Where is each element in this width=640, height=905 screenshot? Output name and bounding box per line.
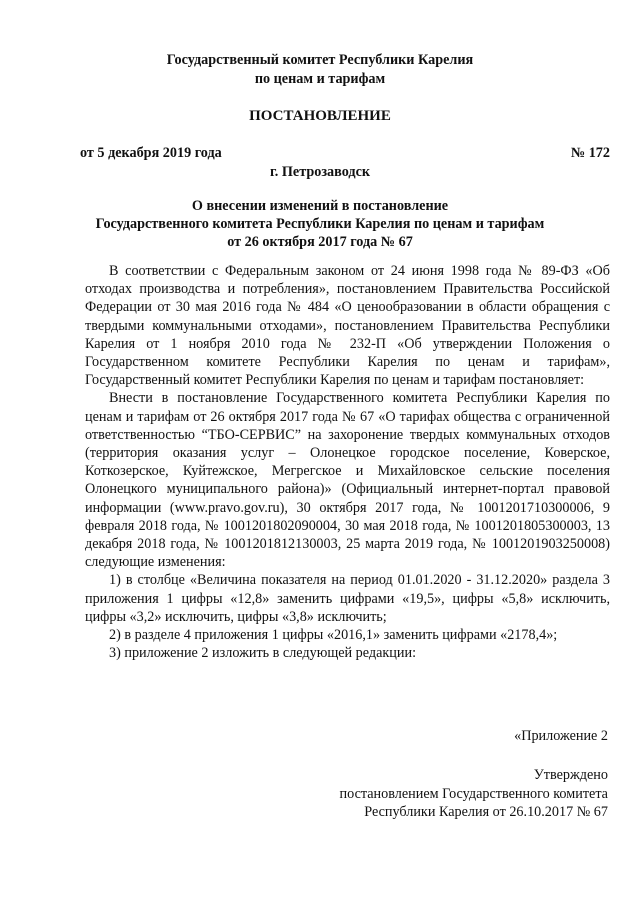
document-type: ПОСТАНОВЛЕНИЕ <box>249 108 391 124</box>
org-name-line2: по ценам и тарифам <box>254 71 386 87</box>
document-date: от 5 декабря 2019 года <box>80 145 222 161</box>
org-name-line1: Государственный комитет Республики Карелия <box>166 52 474 68</box>
approved-by-line2: Республики Карелия от 26.10.2017 № 67 <box>364 804 608 820</box>
change-item-2: 2) в разделе 4 приложения 1 цифры «2016,1» заменить цифрами «2178,4»; <box>109 627 558 644</box>
title-line3: от 26 октября 2017 года № 67 <box>227 234 413 250</box>
document-number: № 172 <box>570 145 610 161</box>
body-paragraph-2: Внести в постановление Государственного комитета Республики Карелия по ценам и тарифам от 26 октября 2017 года № 67 «О тарифах общества с ограниченной ответственностью “ТБО-СЕРВИС” на захоронение твердых коммунальных отходов (территория оказания услуг – Олонецкое городское поселение, Коверское, Коткозерское, Куйтежское, Мегрегское и Михайловское сельские поселения Олонецкого муниципального района)» (Официальный интернет-портал правовой информации (www.pravo.gov.ru), 30 октября 2017 года, № 1001201710300006, 9 февраля 2018 года, № 1001201802090004, 30 мая 2018 года, № 1001201805300003, 13 декабря 2018 года, № 1001201812130003, 25 марта 2019 года, № 1001201903250008) следующие изменения: <box>85 390 610 571</box>
change-item-1: 1) в столбце «Величина показателя на период 01.01.2020 - 31.12.2020» раздела 3 приложения 1 цифры «12,8» заменить цифрами «19,5», цифры «5,8» исключить, цифры «3,2» исключить, цифры «3,8» исключить; <box>85 572 610 625</box>
document-city: г. Петрозаводск <box>269 164 371 180</box>
title-line1: О внесении изменений в постановление <box>191 198 449 214</box>
title-line2: Государственного комитета Республики Карелия по ценам и тарифам <box>95 216 545 232</box>
document-body <box>85 262 610 662</box>
body-paragraph-1: В соответствии с Федеральным законом от 24 июня 1998 года № 89-ФЗ «Об отходах производства и потребления», постановлением Правительства Российской Федерации от 30 мая 2016 года № 484 «О ценообразовании в области обращения с твердыми коммунальными отходами», постановлением Правительства Республики Карелия от 1 ноября 2010 года № 232-П «Об утверждении Положения о Государственном комитете Республики Карелия по ценам и тарифам», Государственный комитет Республики Карелия по ценам и тарифам постановляет: <box>85 263 610 389</box>
approved-by-line1: постановлением Государственного комитета <box>339 785 608 802</box>
appendix-label: «Приложение 2 <box>514 728 608 744</box>
approved-text: Утверждено <box>533 767 608 783</box>
change-item-3: 3) приложение 2 изложить в следующей редакции: <box>109 645 417 662</box>
approval-block <box>340 766 608 822</box>
